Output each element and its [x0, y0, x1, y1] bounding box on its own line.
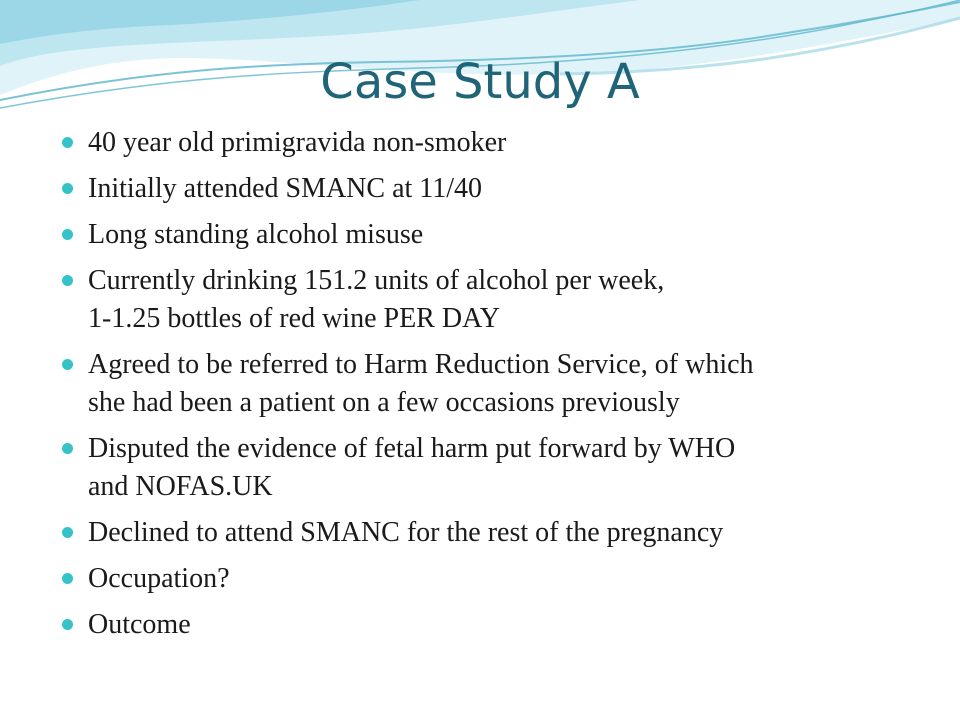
bullet-dot-icon — [62, 527, 73, 538]
bullet-text-line: Disputed the evidence of fetal harm put forward by WHO — [88, 433, 736, 464]
bullet-item — [60, 430, 910, 506]
bullet-text-line: Outcome — [88, 609, 191, 640]
bullet-text-line: Agreed to be referred to Harm Reduction Service, of which — [88, 349, 754, 380]
bullet-item — [60, 560, 910, 598]
bullet-dot-icon — [62, 619, 73, 630]
bullet-text-line: 40 year old primigravida non-smoker — [88, 127, 507, 158]
bullet-item — [60, 170, 910, 208]
bullet-dot-icon — [62, 359, 73, 370]
bullet-text-line: Long standing alcohol misuse — [88, 219, 424, 250]
bullet-item — [60, 606, 910, 644]
bullet-list — [60, 124, 910, 652]
bullet-item — [60, 346, 910, 422]
bullet-dot-icon — [62, 443, 73, 454]
bullet-dot-icon — [62, 229, 73, 240]
bullet-item — [60, 262, 910, 338]
bullet-text-line: Initially attended SMANC at 11/40 — [88, 173, 483, 204]
bullet-item — [60, 216, 910, 254]
bullet-text-line: Currently drinking 151.2 units of alcohol per week, — [88, 265, 665, 296]
bullet-text-line: she had been a patient on a few occasions previously — [88, 387, 680, 418]
bullet-text-line: Declined to attend SMANC for the rest of the pregnancy — [88, 517, 724, 548]
bullet-dot-icon — [62, 573, 73, 584]
bullet-dot-icon — [62, 183, 73, 194]
bullet-item — [60, 514, 910, 552]
bullet-dot-icon — [62, 275, 73, 286]
bullet-text-line: Occupation? — [88, 563, 230, 594]
bullet-text-line: 1-1.25 bottles of red wine PER DAY — [88, 303, 500, 334]
bullet-item — [60, 124, 910, 162]
bullet-dot-icon — [62, 137, 73, 148]
slide-title: Case Study A — [320, 54, 640, 110]
bullet-text-line: and NOFAS.UK — [88, 471, 273, 502]
